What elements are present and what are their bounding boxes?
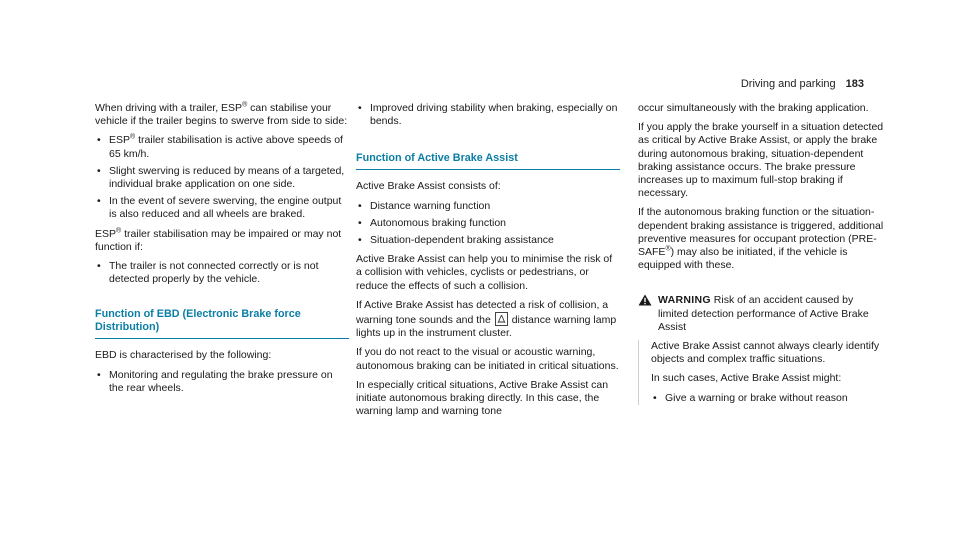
warning-triangle-icon xyxy=(638,294,652,306)
presafe-paragraph: If the autonomous braking function or the situation-dependent braking assistance is triggered, additional preventive measures for occupant protection (PRE-SAFE®) may also be initiated, if the vehicle is equipped with these. xyxy=(638,206,884,272)
trailer-stabilisation-list xyxy=(95,134,349,221)
distance-warning-lamp-icon xyxy=(495,312,508,326)
intro-paragraph: When driving with a trailer, ESP® can stabilise your vehicle if the trailer begins to swerve from side to side: xyxy=(95,101,348,128)
active-brake-assist-heading: Function of Active Brake Assist xyxy=(356,152,620,170)
warning-paragraph: In such cases, Active Brake Assist might: xyxy=(651,372,842,385)
warning-header xyxy=(638,294,886,340)
list-item: • The trailer is not connected correctly or is not detected properly by the vehicle. xyxy=(95,260,349,286)
list-item: • Situation-dependent braking assistance xyxy=(356,234,620,247)
ebd-list-continued xyxy=(356,102,620,128)
section-title: Driving and parking xyxy=(740,78,836,90)
column-3 xyxy=(638,102,886,411)
list-item: • Distance warning function xyxy=(356,200,620,213)
ebd-list xyxy=(95,369,349,395)
warning-body xyxy=(638,340,886,405)
impaired-list xyxy=(95,260,349,286)
list-item: • Slight swerving is reduced by means of a targeted, individual brake application on one side. xyxy=(95,165,349,191)
page-header xyxy=(741,78,864,90)
list-item: • ESP® trailer stabilisation is active above speeds of 65 km/h. xyxy=(95,134,349,160)
detected-paragraph: If Active Brake Assist has detected a risk of collision, a warning tone sounds and the distance warning lamp lights up in the instrument cluster. xyxy=(356,298,617,340)
list-item: • Monitoring and regulating the brake pressure on the rear wheels. xyxy=(95,369,349,395)
help-paragraph: Active Brake Assist can help you to minimise the risk of a collision with vehicles, cyclists or pedestrians, or reduce the effects of such a collision. xyxy=(356,253,613,292)
list-item: • Improved driving stability when braking, especially on bends. xyxy=(356,102,620,128)
list-item: • Autonomous braking function xyxy=(356,217,620,230)
warning-label: WARNING xyxy=(658,294,711,307)
warning-paragraph: Active Brake Assist cannot always clearly identify objects and complex traffic situations. xyxy=(651,340,880,366)
react-paragraph: If you do not react to the visual or acoustic warning, autonomous braking can be initiated in critical situations. xyxy=(356,346,619,372)
impaired-paragraph: ESP® trailer stabilisation may be impaired or may not function if: xyxy=(95,227,342,253)
list-item: • In the event of severe swerving, the engine output is also reduced and all wheels are braked. xyxy=(95,195,349,221)
page-number: 183 xyxy=(845,78,864,90)
consists-paragraph: Active Brake Assist consists of: xyxy=(356,180,501,193)
ebd-paragraph: EBD is characterised by the following: xyxy=(95,349,272,362)
functions-list xyxy=(356,200,620,248)
ebd-heading: Function of EBD (Electronic Brake force Distribution) xyxy=(95,308,349,339)
warning-list xyxy=(651,392,886,405)
apply-brake-paragraph: If you apply the brake yourself in a situation detected as critical by Active Brake Assist, or apply the brake during autonomous braking, situation-dependent braking assistance occurs. The brake pressure increases up to maximum full-stop braking if necessary. xyxy=(638,121,884,200)
warning-title: Risk of an accident caused by limited detection performance of Active Brake Assist xyxy=(658,294,869,333)
column-1 xyxy=(95,102,349,401)
simultaneous-paragraph: occur simultaneously with the braking application. xyxy=(638,102,869,114)
list-item: • Give a warning or brake without reason xyxy=(651,392,886,405)
column-2 xyxy=(356,102,620,424)
critical-paragraph: In especially critical situations, Active Brake Assist can initiate autonomous braking directly. In this case, the warning lamp and warning tone xyxy=(356,378,609,418)
